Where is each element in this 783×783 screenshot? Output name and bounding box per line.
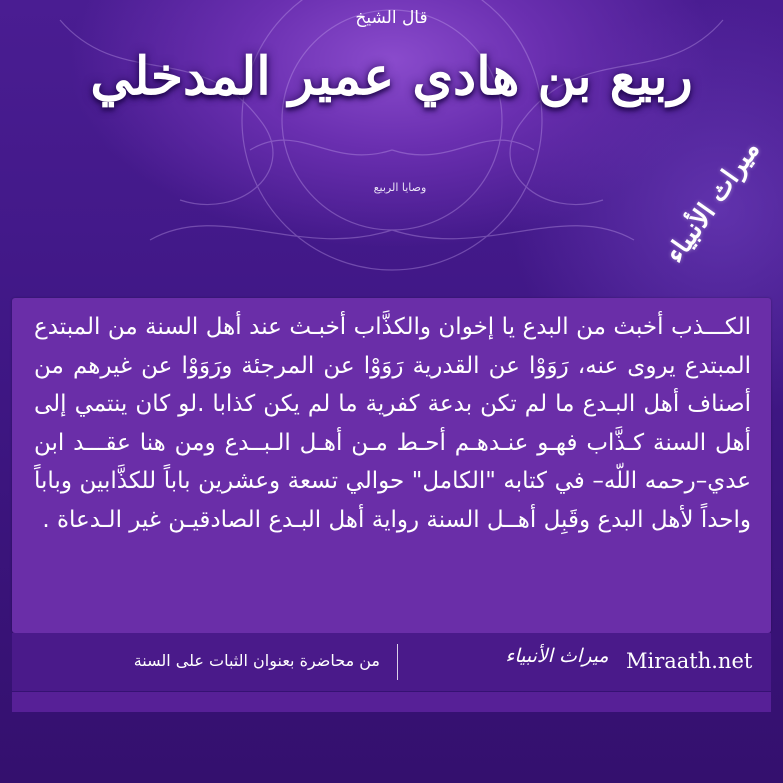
- bottom-strip: [12, 692, 771, 712]
- intro-text: قال الشيخ: [355, 8, 428, 28]
- miraath-emblem: [648, 112, 778, 292]
- series-label: وصايا الربيع: [373, 181, 427, 194]
- emblem-logo-text: ميراث الأنبياء: [659, 135, 767, 269]
- footer-logo-text: ميراث الأنبياء: [505, 645, 609, 667]
- footer-bar: [12, 633, 771, 691]
- quote-box: [12, 298, 771, 633]
- quote-text: الكـــذب أخبث من البدع يا إخوان والكذَّاب أخبـث عند أهل السنة من المبتدع المبتدع يروى عنه، رَوَوْا عن القدرية رَوَوْا عن المرجئة ورَوَوْا عن غيرهم من أصناف أهل البـدع ما لم تكن بدعة كفرية ما لم يكن كذابا .لو كان ينتمي إلى أهل السنة كـذَّاب فهـو عنـدهـم أحـط مـن أهـل الـبــدع ومن هنا عقـــد ابن عدي–رحمه اللّه– في كتابه "الكامل" حوالي تسعة وعشرين باباً للكذَّابين وباباً واحداً لأهل البدع وقَبِل أهــل السنة رواية أهل البـدع الصادقيـن غير الـدعاة .: [34, 314, 751, 533]
- lecture-source: من محاضرة بعنوان الثبات على السنة: [133, 651, 380, 670]
- website-link[interactable]: Miraath.net: [626, 649, 753, 673]
- sheikh-name-title: ربيع بن هادي عمير المدخلي: [90, 46, 693, 107]
- footer-divider: [397, 644, 398, 680]
